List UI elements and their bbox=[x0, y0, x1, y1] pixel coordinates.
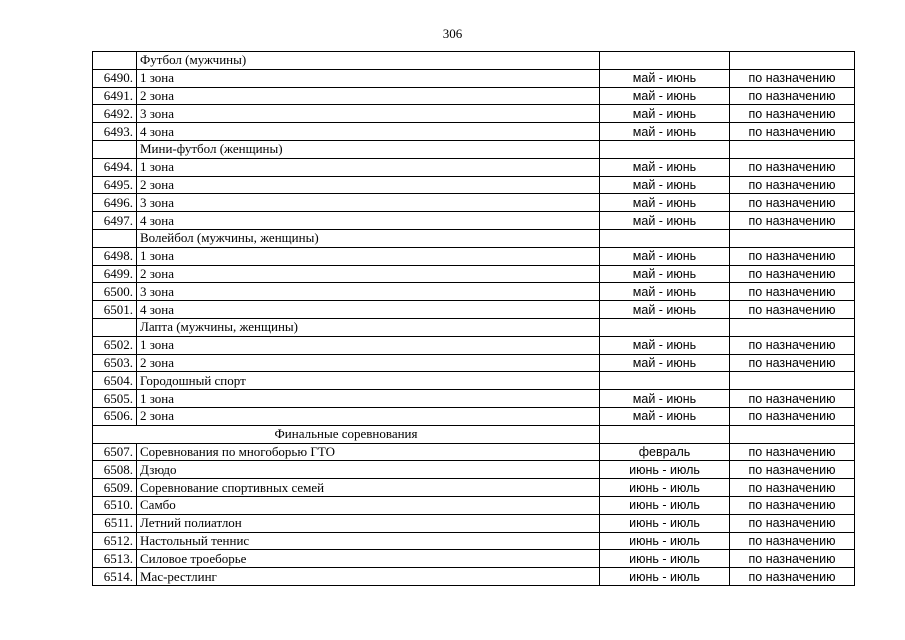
row-number: 6513. bbox=[93, 550, 137, 568]
group-header-row bbox=[93, 229, 855, 247]
row-number: 6509. bbox=[93, 479, 137, 497]
row-number: 6491. bbox=[93, 87, 137, 105]
event-period bbox=[600, 140, 730, 158]
group-header-row bbox=[93, 140, 855, 158]
row-number: 6511. bbox=[93, 514, 137, 532]
table-row bbox=[93, 247, 855, 265]
event-basis: по назначению bbox=[730, 496, 855, 514]
event-period bbox=[600, 372, 730, 390]
group-title: Лапта (мужчины, женщины) bbox=[137, 318, 600, 336]
event-period: май - июнь bbox=[600, 301, 730, 319]
event-basis: по назначению bbox=[730, 390, 855, 408]
event-name: Силовое троеборье bbox=[137, 550, 600, 568]
row-number: 6505. bbox=[93, 390, 137, 408]
row-number: 6503. bbox=[93, 354, 137, 372]
event-name: 4 зона bbox=[137, 301, 600, 319]
event-name: 3 зона bbox=[137, 105, 600, 123]
event-name: Летний полиатлон bbox=[137, 514, 600, 532]
event-period: июнь - июль bbox=[600, 496, 730, 514]
event-basis: по назначению bbox=[730, 194, 855, 212]
table-row bbox=[93, 532, 855, 550]
event-period: июнь - июль bbox=[600, 550, 730, 568]
row-number: 6492. bbox=[93, 105, 137, 123]
row-number: 6490. bbox=[93, 69, 137, 87]
event-period: май - июнь bbox=[600, 283, 730, 301]
row-number: 6494. bbox=[93, 158, 137, 176]
event-period: май - июнь bbox=[600, 407, 730, 425]
event-name: Соревнование спортивных семей bbox=[137, 479, 600, 497]
event-basis: по назначению bbox=[730, 568, 855, 586]
section-title: Финальные соревнования bbox=[93, 425, 600, 443]
event-basis: по назначению bbox=[730, 212, 855, 230]
events-table bbox=[92, 51, 855, 586]
event-basis: по назначению bbox=[730, 443, 855, 461]
event-name: 2 зона bbox=[137, 176, 600, 194]
event-period: май - июнь bbox=[600, 194, 730, 212]
event-basis: по назначению bbox=[730, 105, 855, 123]
table-row bbox=[93, 479, 855, 497]
event-basis bbox=[730, 318, 855, 336]
event-period: май - июнь bbox=[600, 247, 730, 265]
event-period: май - июнь bbox=[600, 176, 730, 194]
table-row bbox=[93, 301, 855, 319]
table-row bbox=[93, 461, 855, 479]
event-name: 1 зона bbox=[137, 247, 600, 265]
event-basis: по назначению bbox=[730, 461, 855, 479]
table-row bbox=[93, 372, 855, 390]
row-number bbox=[93, 140, 137, 158]
event-name: 2 зона bbox=[137, 87, 600, 105]
group-header-row bbox=[93, 52, 855, 70]
group-title: Мини-футбол (женщины) bbox=[137, 140, 600, 158]
event-period: май - июнь bbox=[600, 212, 730, 230]
event-name: 4 зона bbox=[137, 123, 600, 141]
group-header-row bbox=[93, 318, 855, 336]
group-title: Футбол (мужчины) bbox=[137, 52, 600, 70]
event-name: Городошный спорт bbox=[137, 372, 600, 390]
table-row bbox=[93, 194, 855, 212]
events-table-body bbox=[93, 52, 855, 586]
event-basis: по назначению bbox=[730, 354, 855, 372]
row-number: 6497. bbox=[93, 212, 137, 230]
event-basis: по назначению bbox=[730, 301, 855, 319]
row-number: 6499. bbox=[93, 265, 137, 283]
event-name: 1 зона bbox=[137, 390, 600, 408]
table-row bbox=[93, 123, 855, 141]
event-period bbox=[600, 318, 730, 336]
event-basis: по назначению bbox=[730, 87, 855, 105]
event-period: май - июнь bbox=[600, 336, 730, 354]
event-name: 2 зона bbox=[137, 265, 600, 283]
row-number: 6507. bbox=[93, 443, 137, 461]
event-basis: по назначению bbox=[730, 336, 855, 354]
row-number: 6506. bbox=[93, 407, 137, 425]
row-number: 6512. bbox=[93, 532, 137, 550]
event-basis: по назначению bbox=[730, 479, 855, 497]
event-basis: по назначению bbox=[730, 265, 855, 283]
event-basis: по назначению bbox=[730, 532, 855, 550]
table-row bbox=[93, 550, 855, 568]
event-period: июнь - июль bbox=[600, 532, 730, 550]
row-number: 6495. bbox=[93, 176, 137, 194]
table-row bbox=[93, 390, 855, 408]
event-period: июнь - июль bbox=[600, 461, 730, 479]
event-name: Мас-рестлинг bbox=[137, 568, 600, 586]
row-number: 6510. bbox=[93, 496, 137, 514]
event-name: 2 зона bbox=[137, 407, 600, 425]
event-period: май - июнь bbox=[600, 158, 730, 176]
row-number bbox=[93, 318, 137, 336]
table-row bbox=[93, 568, 855, 586]
event-basis bbox=[730, 229, 855, 247]
row-number: 6498. bbox=[93, 247, 137, 265]
event-basis: по назначению bbox=[730, 514, 855, 532]
event-period: май - июнь bbox=[600, 105, 730, 123]
event-period: май - июнь bbox=[600, 69, 730, 87]
event-period bbox=[600, 52, 730, 70]
table-row bbox=[93, 176, 855, 194]
event-basis bbox=[730, 52, 855, 70]
event-period: июнь - июль bbox=[600, 514, 730, 532]
event-basis bbox=[730, 372, 855, 390]
event-name: Самбо bbox=[137, 496, 600, 514]
event-period: май - июнь bbox=[600, 265, 730, 283]
row-number: 6500. bbox=[93, 283, 137, 301]
event-basis bbox=[730, 425, 855, 443]
row-number bbox=[93, 52, 137, 70]
group-title: Волейбол (мужчины, женщины) bbox=[137, 229, 600, 247]
event-name: 1 зона bbox=[137, 158, 600, 176]
table-row bbox=[93, 105, 855, 123]
event-basis: по назначению bbox=[730, 283, 855, 301]
event-name: Соревнования по многоборью ГТО bbox=[137, 443, 600, 461]
table-row bbox=[93, 496, 855, 514]
event-name: 4 зона bbox=[137, 212, 600, 230]
page-number: 306 bbox=[442, 26, 463, 41]
event-period: июнь - июль bbox=[600, 568, 730, 586]
table-row bbox=[93, 354, 855, 372]
event-name: 2 зона bbox=[137, 354, 600, 372]
row-number: 6502. bbox=[93, 336, 137, 354]
table-row bbox=[93, 283, 855, 301]
table-row bbox=[93, 514, 855, 532]
event-name: 3 зона bbox=[137, 194, 600, 212]
event-period bbox=[600, 229, 730, 247]
event-basis: по назначению bbox=[730, 123, 855, 141]
row-number: 6504. bbox=[93, 372, 137, 390]
row-number: 6514. bbox=[93, 568, 137, 586]
event-basis: по назначению bbox=[730, 176, 855, 194]
event-period: май - июнь bbox=[600, 123, 730, 141]
table-row bbox=[93, 158, 855, 176]
event-basis: по назначению bbox=[730, 158, 855, 176]
event-basis: по назначению bbox=[730, 407, 855, 425]
event-name: Дзюдо bbox=[137, 461, 600, 479]
event-basis: по назначению bbox=[730, 550, 855, 568]
row-number: 6508. bbox=[93, 461, 137, 479]
table-row bbox=[93, 69, 855, 87]
event-basis: по назначению bbox=[730, 247, 855, 265]
event-basis bbox=[730, 140, 855, 158]
event-period: февраль bbox=[600, 443, 730, 461]
table-row bbox=[93, 336, 855, 354]
event-period: июнь - июль bbox=[600, 479, 730, 497]
table-row bbox=[93, 212, 855, 230]
event-basis: по назначению bbox=[730, 69, 855, 87]
event-name: Настольный теннис bbox=[137, 532, 600, 550]
table-row bbox=[93, 87, 855, 105]
table-row bbox=[93, 265, 855, 283]
event-period bbox=[600, 425, 730, 443]
event-name: 3 зона bbox=[137, 283, 600, 301]
row-number: 6501. bbox=[93, 301, 137, 319]
event-period: май - июнь bbox=[600, 87, 730, 105]
row-number: 6496. bbox=[93, 194, 137, 212]
table-row bbox=[93, 443, 855, 461]
table-row bbox=[93, 407, 855, 425]
section-header-row bbox=[93, 425, 855, 443]
event-period: май - июнь bbox=[600, 354, 730, 372]
event-name: 1 зона bbox=[137, 336, 600, 354]
row-number: 6493. bbox=[93, 123, 137, 141]
event-period: май - июнь bbox=[600, 390, 730, 408]
row-number bbox=[93, 229, 137, 247]
event-name: 1 зона bbox=[137, 69, 600, 87]
